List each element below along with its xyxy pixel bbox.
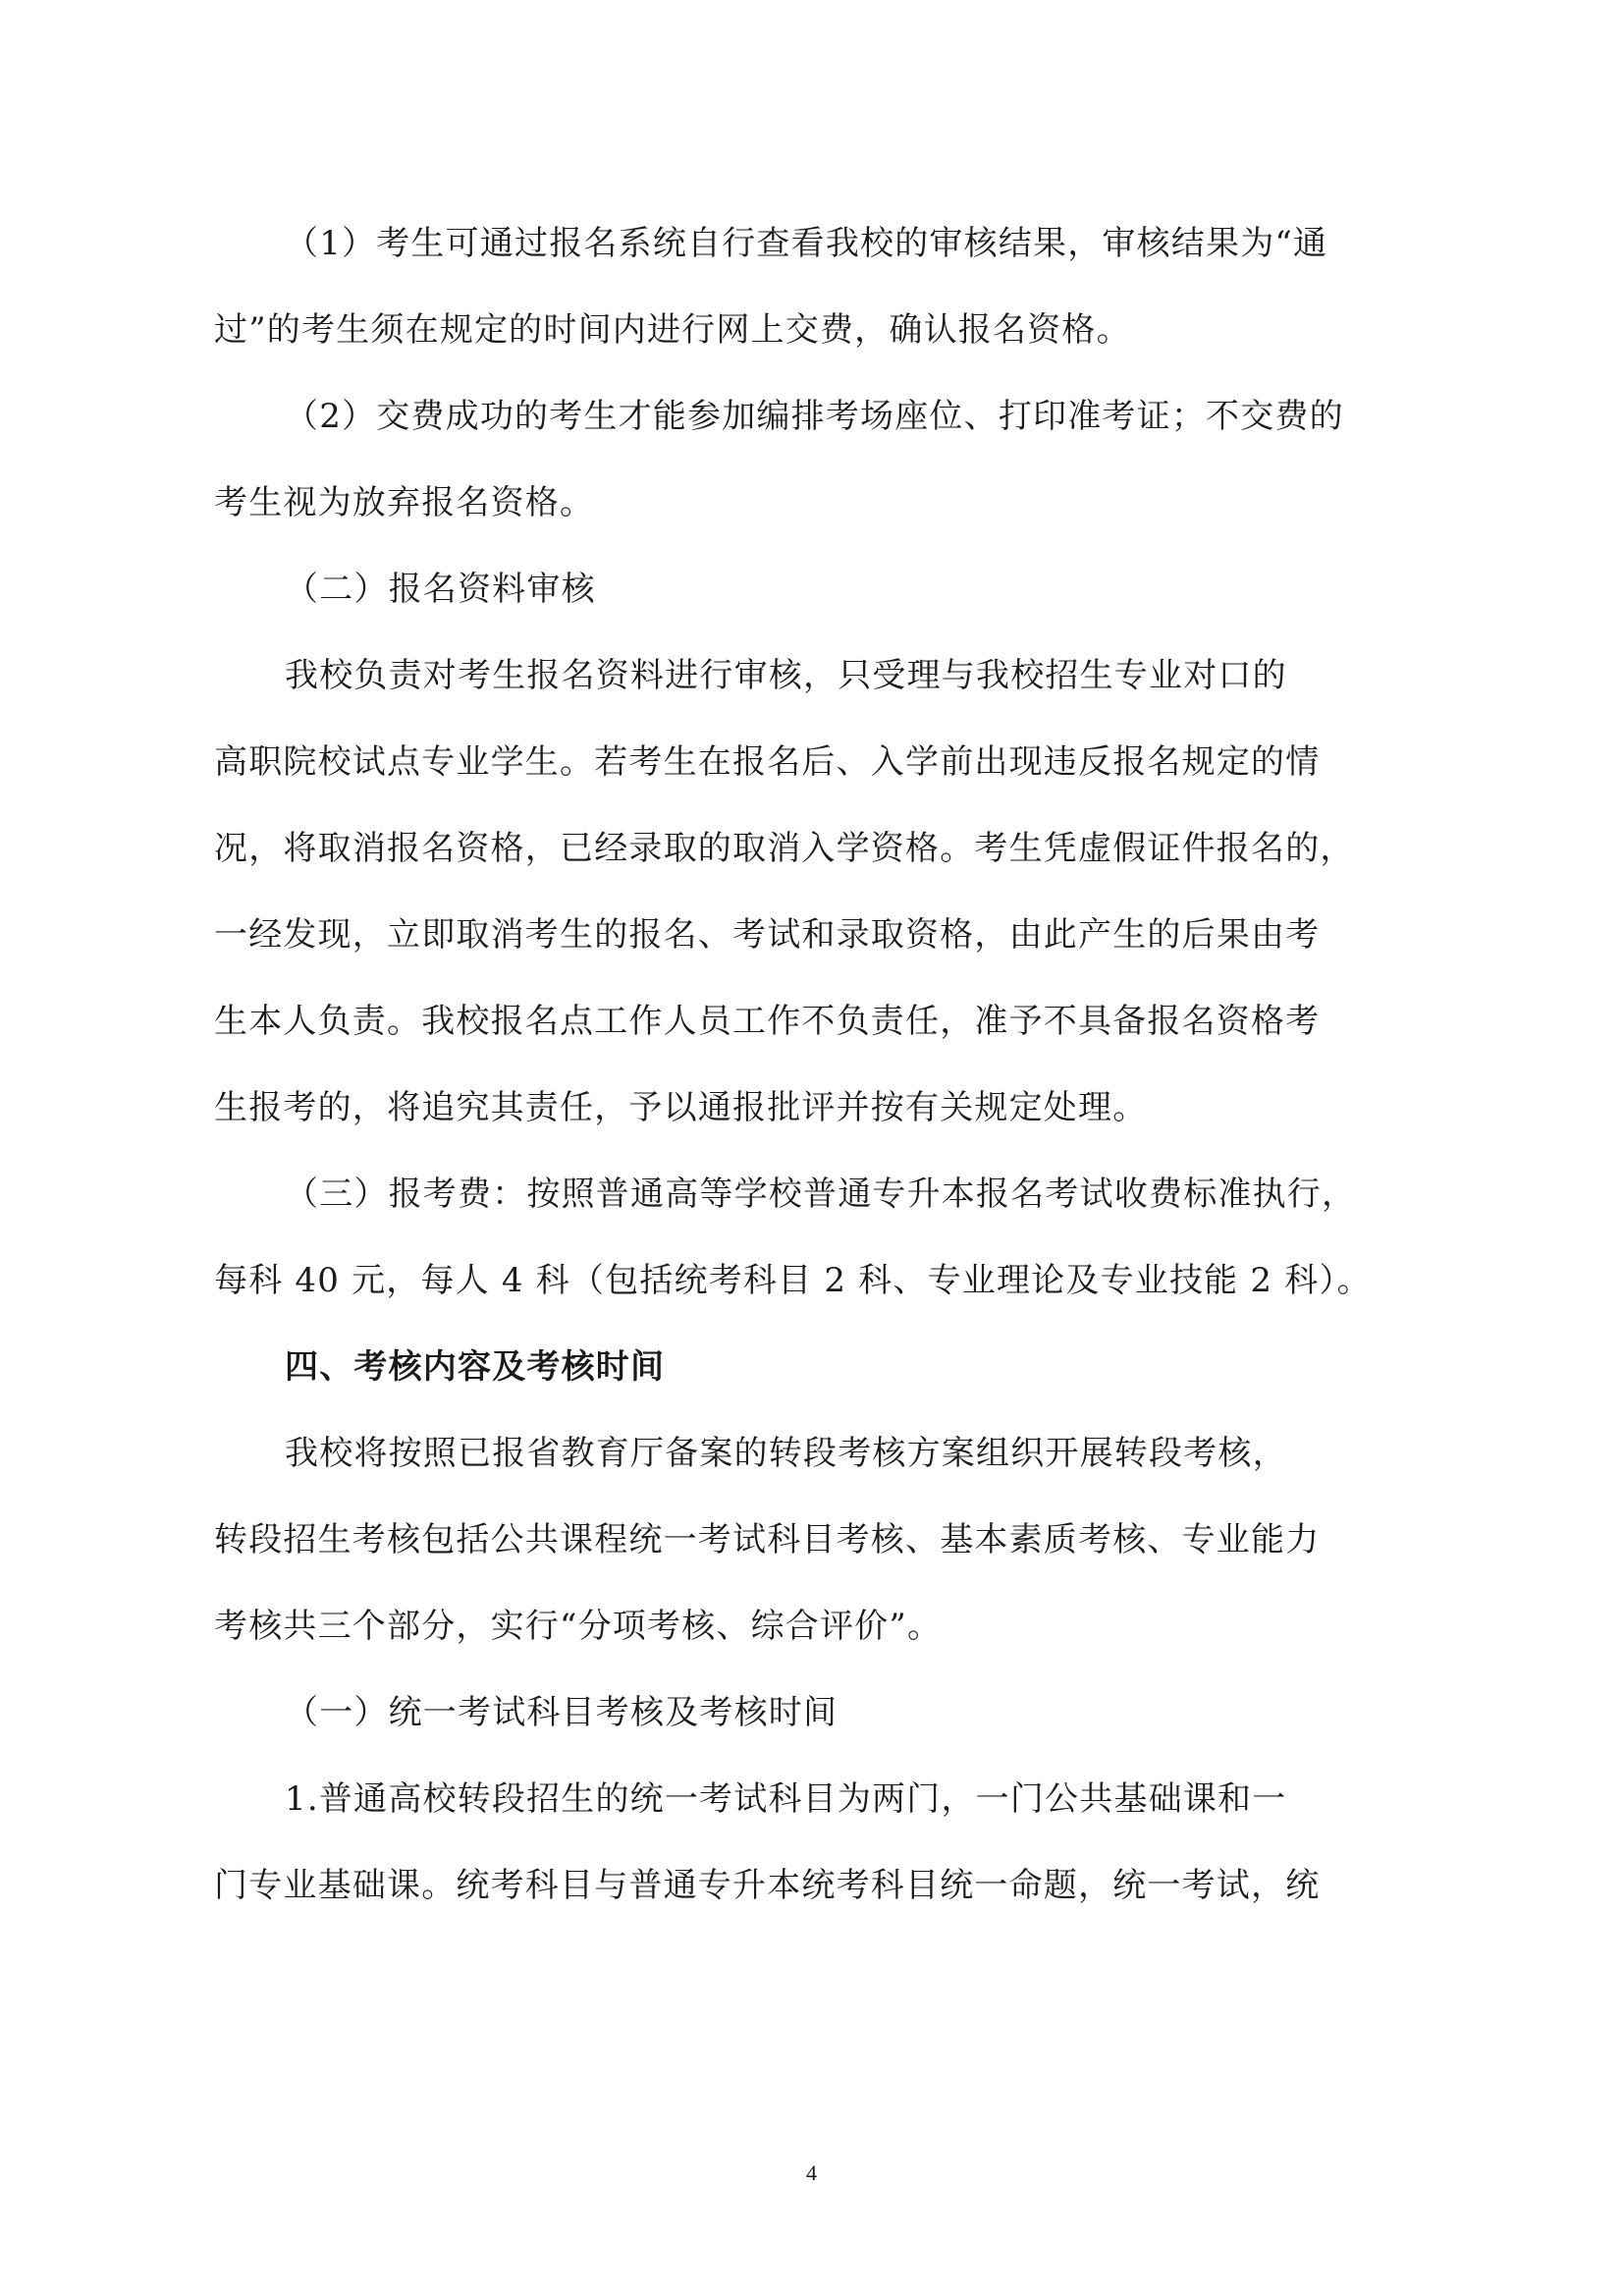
section-heading: （一）统一考试科目考核及考核时间 — [285, 1693, 839, 1732]
paragraph-line: 一经发现，立即取消考生的报名、考试和录取资格，由此产生的后果由考 — [214, 915, 1321, 955]
chapter-heading: 四、考核内容及考核时间 — [285, 1347, 666, 1387]
paragraph-line: 考生视为放弃报名资格。 — [214, 483, 595, 522]
paragraph-line: 1.普通高校转段招生的统一考试科目为两门，一门公共基础课和一 — [285, 1779, 1287, 1819]
paragraph-line: 考核共三个部分，实行“分项考核、综合评价”。 — [214, 1607, 943, 1646]
paragraph-line: 过”的考生须在规定的时间内进行网上交费，确认报名资格。 — [214, 310, 1131, 350]
paragraph-line: 门专业基础课。统考科目与普通专升本统考科目统一命题，统一考试，统 — [214, 1866, 1321, 1905]
paragraph-line: 况，将取消报名资格，已经录取的取消入学资格。考生凭虚假证件报名的， — [214, 829, 1355, 868]
section-heading: （二）报名资料审核 — [285, 570, 596, 609]
paragraph-line: 我校将按照已报省教育厅备案的转段考核方案组织开展转段考核， — [285, 1434, 1287, 1473]
paragraph-line: 每科 40 元，每人 4 科（包括统考科目 2 科、专业理论及专业技能 2 科）。 — [214, 1261, 1372, 1300]
paragraph-line: 生报考的，将追究其责任，予以通报批评并按有关规定处理。 — [214, 1088, 1148, 1127]
paragraph-line: （三）报考费：按照普通高等学校普通专升本报名考试收费标准执行， — [285, 1175, 1357, 1214]
paragraph-line: （1）考生可通过报名系统自行查看我校的审核结果，审核结果为“通 — [285, 224, 1328, 263]
paragraph-line: 转段招生考核包括公共课程统一考试科目考核、基本素质考核、专业能力 — [214, 1520, 1321, 1559]
paragraph-line: 高职院校试点专业学生。若考生在报名后、入学前出现违反报名规定的情 — [214, 742, 1321, 782]
paragraph-line: 我校负责对考生报名资料进行审核，只受理与我校招生专业对口的 — [285, 656, 1287, 695]
paragraph-line: 生本人负责。我校报名点工作人员工作不负责任，准予不具备报名资格考 — [214, 1002, 1321, 1041]
page-number: 4 — [806, 2160, 817, 2185]
paragraph-line: （2）交费成功的考生才能参加编排考场座位、打印准考证；不交费的 — [285, 397, 1344, 436]
